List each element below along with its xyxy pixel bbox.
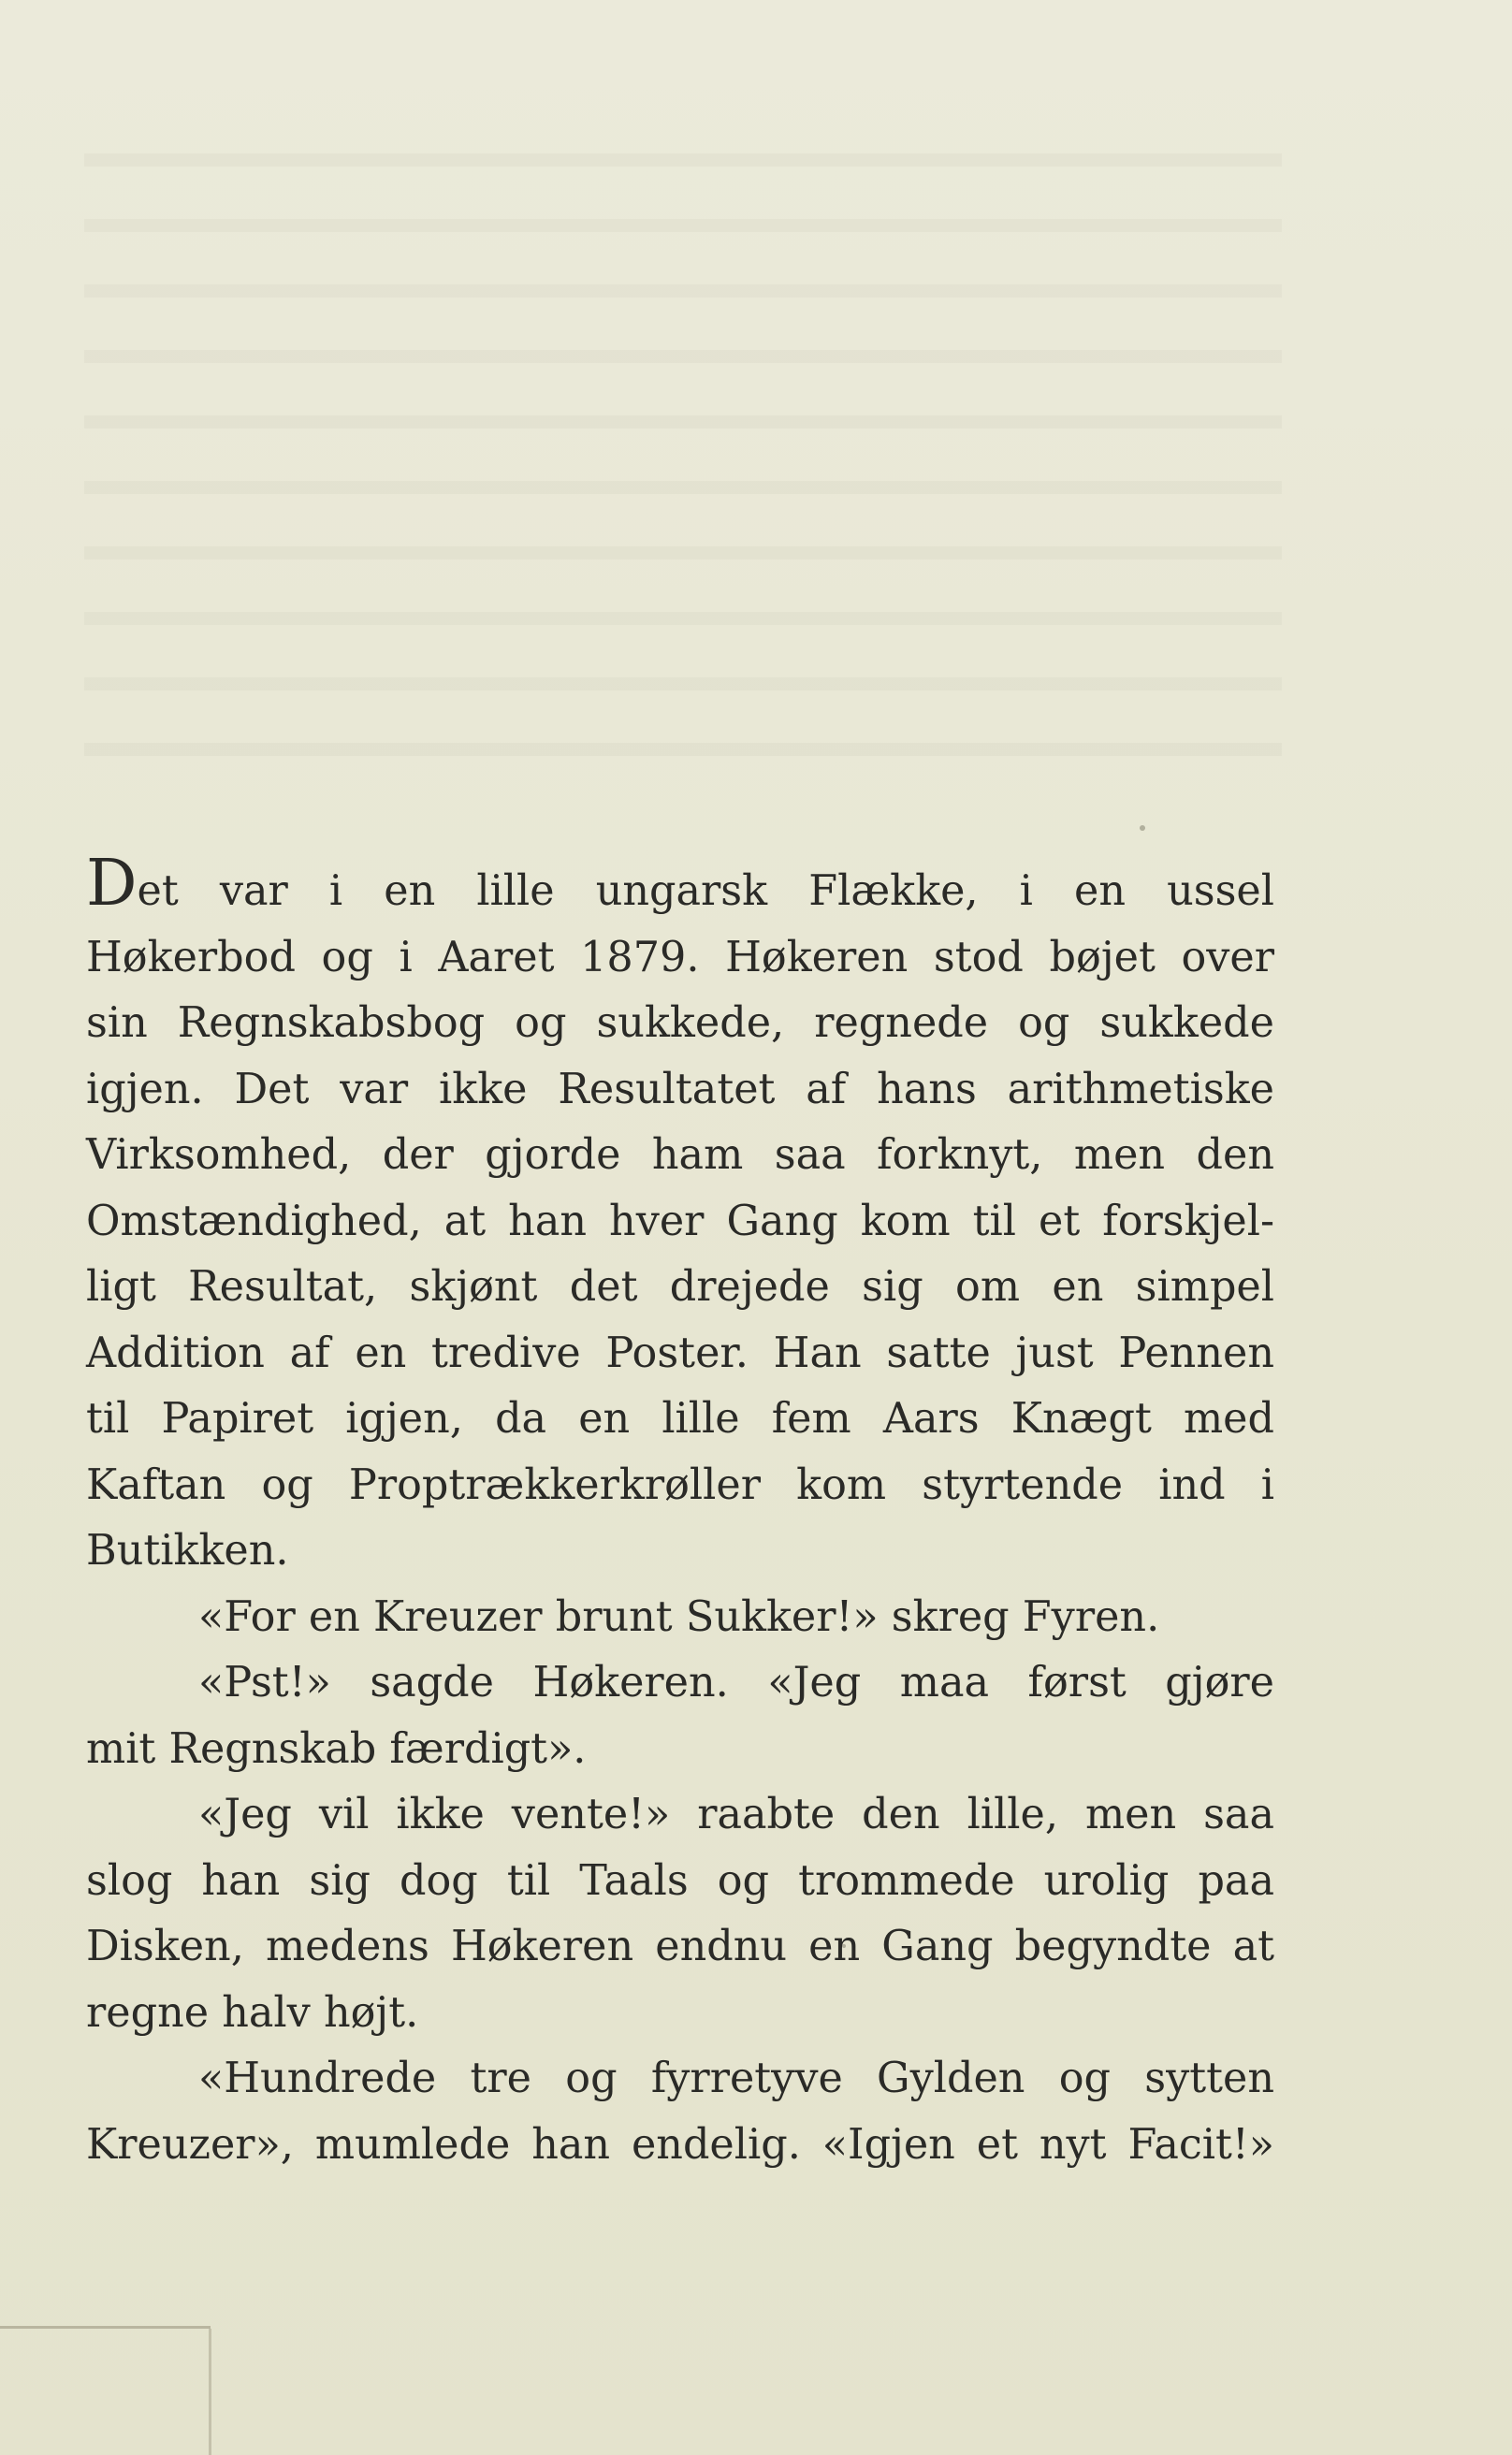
body-text	[86, 847, 1274, 2178]
page-edge-mark	[0, 2326, 211, 2329]
text-line: ligt Resultat, skjønt det drejede sig om en simpel	[86, 1263, 1274, 1311]
text-line: sin Regnskabsbog og sukkede, regnede og sukkede	[86, 999, 1274, 1047]
text-line: igjen. Det var ikke Resultatet af hans arithmetiske	[86, 1065, 1274, 1113]
text-line: Disken, medens Høkeren endnu en Gang begyndte at	[86, 1923, 1274, 1970]
text-line: Høkerbod og i Aaret 1879. Høkeren stod bøjet over	[86, 933, 1274, 981]
text-line: til Papiret igjen, da en lille fem Aars Knægt med	[86, 1395, 1274, 1443]
text-line: slog han sig dog til Taals og trommede urolig paa	[86, 1856, 1274, 1905]
text-line: mit Regnskab færdigt».	[86, 1724, 587, 1773]
text-line: Det var i en lille ungarsk Flække, i en ussel	[86, 847, 1274, 921]
text-line: Virksomhed, der gjorde ham saa forknyt, men den	[86, 1131, 1274, 1179]
show-through-text	[84, 112, 1282, 786]
ink-speck	[1140, 825, 1145, 831]
text-line: Kreuzer», mumlede han endelig. «Igjen et nyt Facit!»	[86, 2120, 1274, 2169]
text-line: regne halv højt.	[86, 1988, 419, 2037]
text-line: «Jeg vil ikke vente!» raabte den lille, men saa	[198, 1791, 1274, 1838]
text-line: Omstændighed, at han hver Gang kom til et forskjel-	[86, 1197, 1274, 1245]
page-edge-mark	[209, 2329, 211, 2455]
text-line: Addition af en tredive Poster. Han satte just Pennen	[86, 1329, 1274, 1377]
text-line: «Pst!» sagde Høkeren. «Jeg maa først gjøre	[198, 1659, 1274, 1707]
text-line: Butikken.	[86, 1527, 289, 1575]
text-line: Kaftan og Proptrækkerkrøller kom styrtende ind i	[86, 1460, 1274, 1509]
text-line: «For en Kreuzer brunt Sukker!» skreg Fyren.	[198, 1592, 1160, 1641]
drop-cap: D	[86, 847, 138, 921]
text-line: «Hundrede tre og fyrretyve Gylden og sytten	[198, 2055, 1274, 2102]
